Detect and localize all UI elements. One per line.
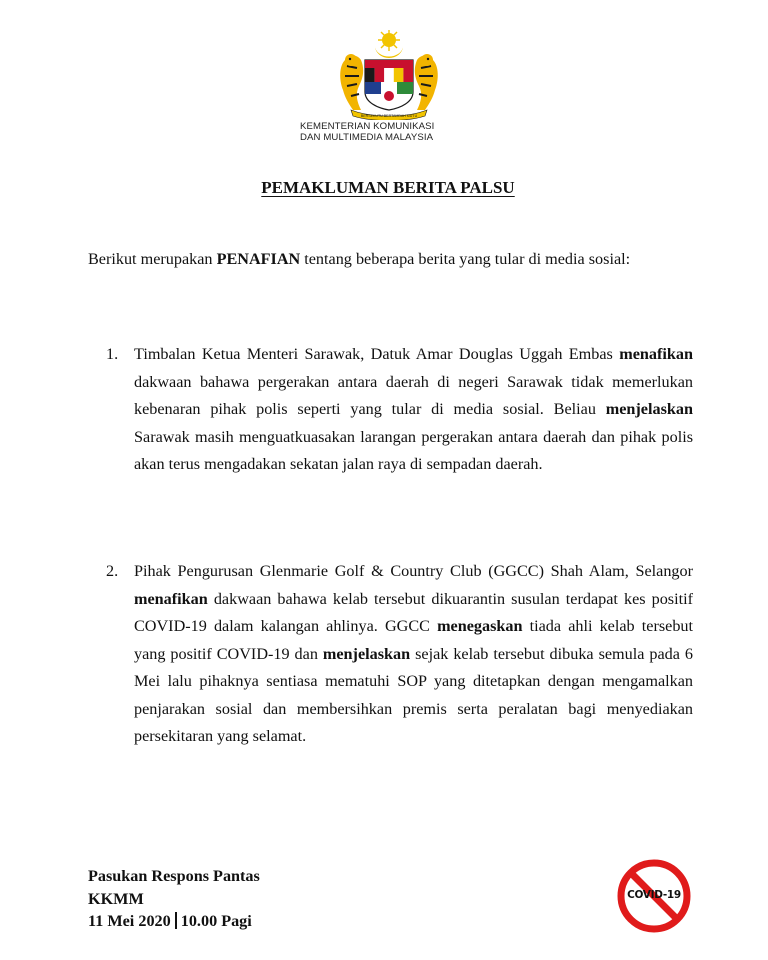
intro-bold-1: PENAFIAN: [216, 250, 301, 268]
release-date: 11 Mei 2020: [88, 912, 171, 930]
item-1-text-1: Timbalan Ketua Menteri Sarawak, Datuk Amar Douglas Uggah Embas: [134, 345, 620, 363]
list-item-number: 2.: [106, 562, 119, 580]
item-2-text-3: tiada ahli kelab tersebut yang positif COVID-19 dan: [134, 617, 694, 663]
item-1-text-3: Sarawak masih menguatkuasakan larangan pergerakan antara daerah dan pihak polis akan terus mengadakan sekatan jalan raya di sempadan daerah.: [134, 427, 693, 473]
list-item-2: [106, 558, 694, 751]
item-2-text-2: dakwaan bahawa kelab tersebut dikuarantin susulan terdapat kes positif COVID-19 dalam kalangan ahlinya. GGCC: [134, 589, 693, 635]
list-item-1: [106, 341, 693, 479]
intro-text-1: Berikut merupakan: [88, 250, 217, 268]
document-title: PEMAKLUMAN BERITA PALSU: [261, 178, 515, 197]
item-2-bold-3: menjelaskan: [322, 644, 411, 663]
federal-star-icon: [378, 30, 400, 51]
signature-block: [88, 865, 260, 933]
intro-text-2: tentang beberapa berita yang tular di media sosial:: [300, 250, 631, 268]
shield-icon: [365, 60, 413, 110]
date-time-line: [88, 910, 260, 933]
intro-paragraph: [88, 246, 692, 272]
tiger-right-icon: [415, 54, 438, 110]
item-1-bold-2: menjelaskan: [605, 400, 693, 418]
ministry-name-line-1: KEMENTERIAN KOMUNIKASI: [300, 121, 435, 132]
no-covid-label: COVID-19: [627, 889, 681, 901]
item-2-text-1: Pihak Pengurusan Glenmarie Golf & Country Club (GGCC) Shah Alam, Selangor: [134, 562, 693, 580]
ministry-name-line-2: DAN MULTIMEDIA MALAYSIA: [300, 132, 434, 143]
date-time-separator: [175, 912, 177, 929]
list-item-number: 1.: [106, 345, 119, 363]
release-time: 10.00 Pagi: [180, 912, 252, 930]
item-1-text-2: dakwaan bahawa pergerakan antara daerah di negeri Sarawak tidak memerlukan kebenaran pihak polis seperti yang tular di media sosial. Beliau: [134, 372, 693, 418]
team-name: Pasukan Respons Pantas: [88, 867, 260, 885]
item-2-bold-2: menegaskan: [437, 617, 523, 635]
coat-of-arms-logo: [331, 30, 447, 120]
crest-motto-text: BERSEKUTU BERTAMBAH MUTU: [360, 114, 418, 118]
ministry-name: [300, 121, 480, 143]
item-1-bold-1: menafikan: [619, 345, 693, 363]
organization-name: KKMM: [88, 889, 144, 908]
tiger-left-icon: [340, 54, 363, 110]
item-2-bold-1: menafikan: [134, 589, 208, 608]
item-2-text-4: sejak kelab tersebut dibuka semula pada 6 Mei lalu pihaknya sentiasa mematuhi SOP yang ditetapkan dengan mengamalkan penjarakan sosial dan membersihkan premis serta peralatan bagi menyediakan persekitaran yang selamat.: [134, 644, 693, 745]
